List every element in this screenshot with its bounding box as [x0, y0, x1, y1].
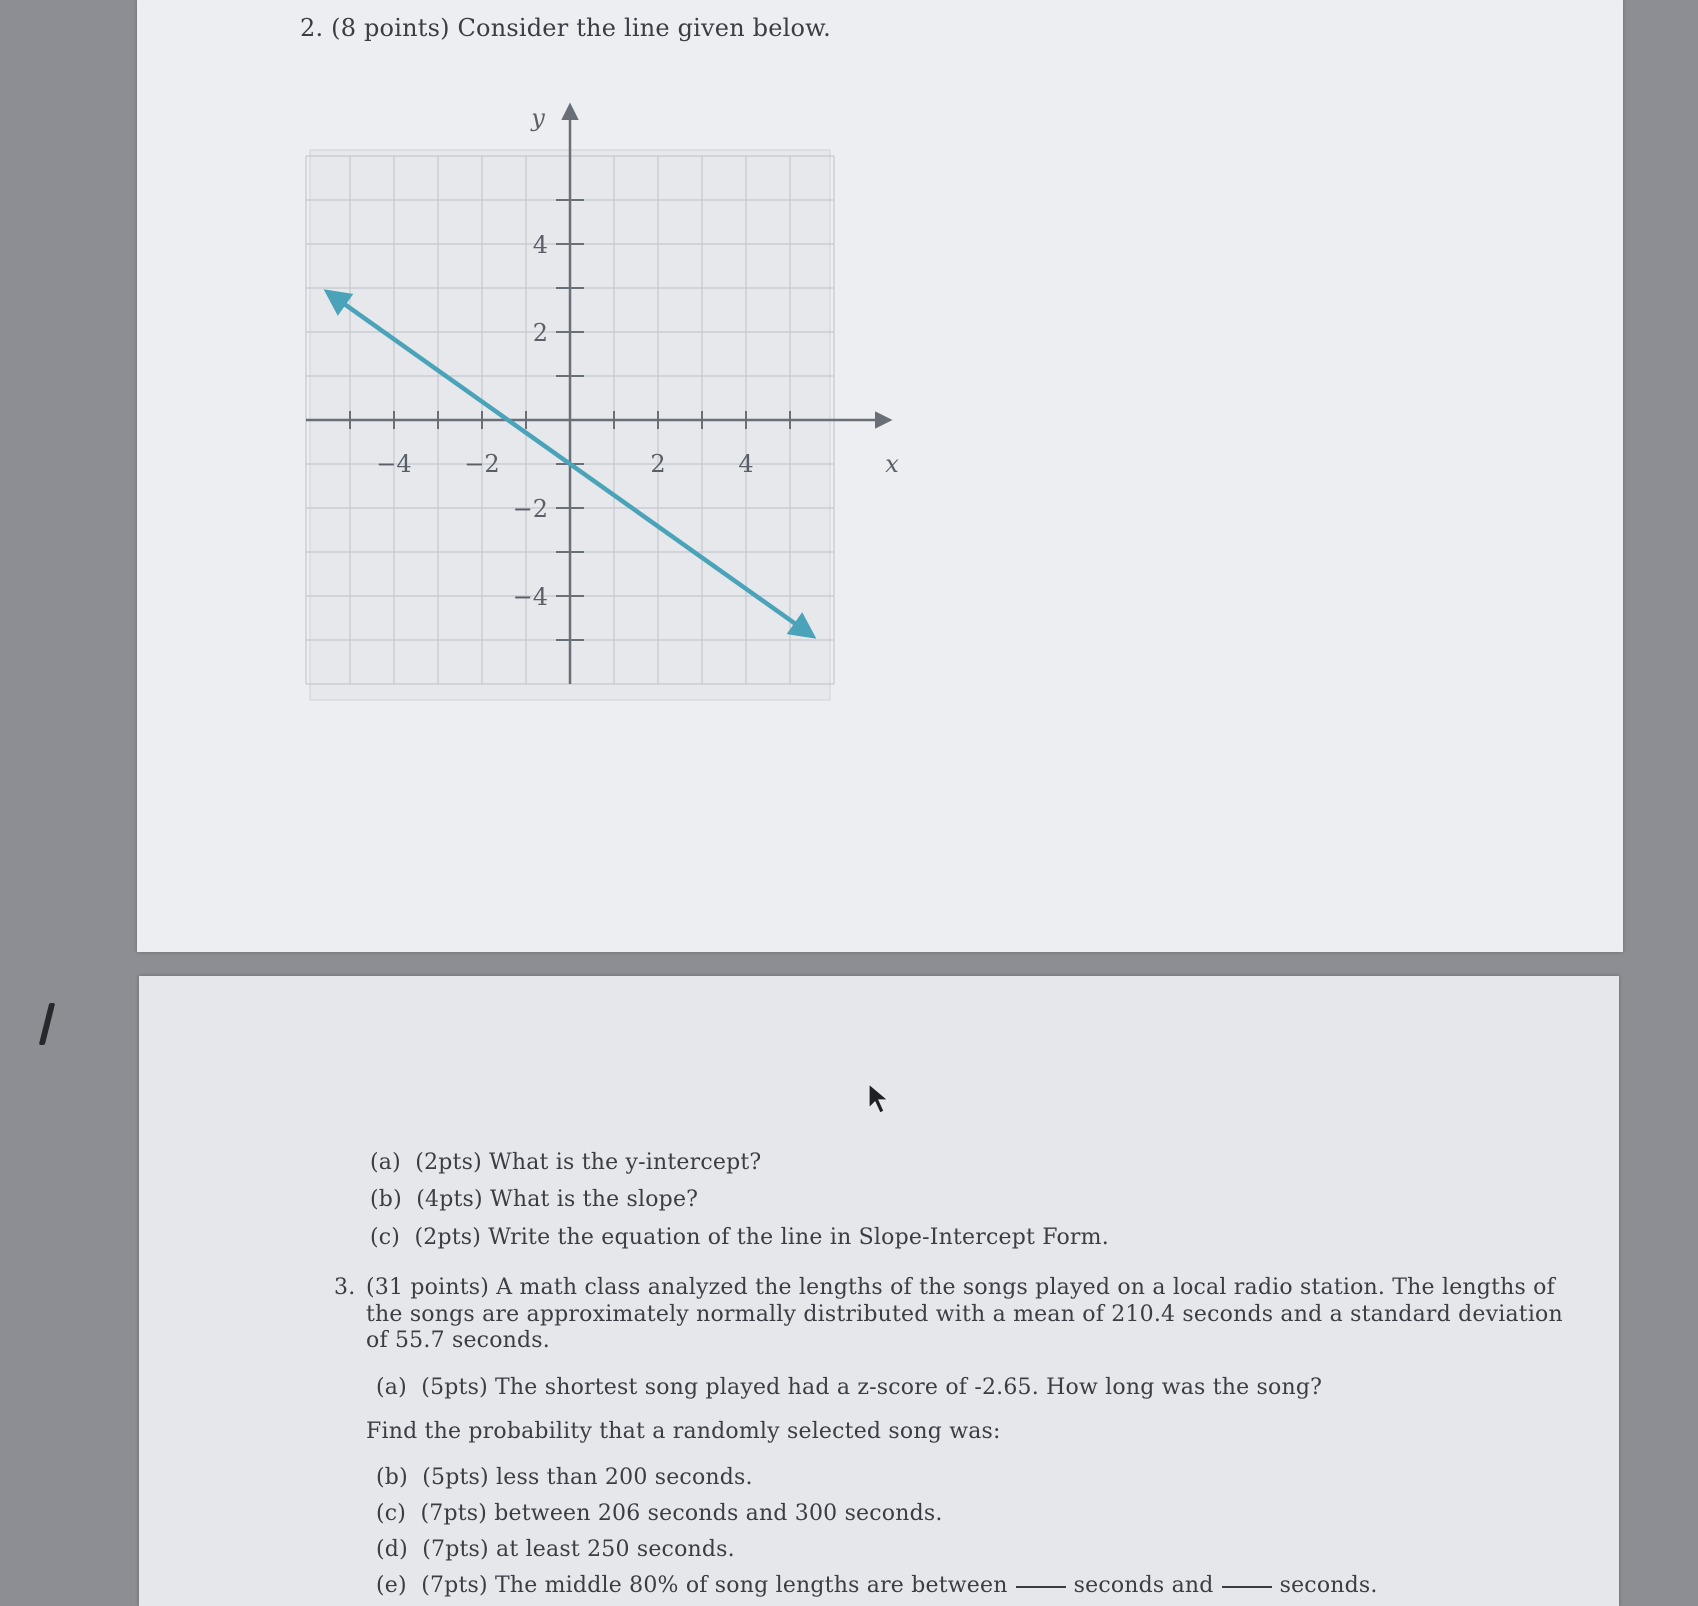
question-3-intro-line-3: of 55.7 seconds. [366, 1328, 550, 1353]
x-tick-label: 4 [738, 450, 754, 478]
question-3-intro-line-1: (31 points) A math class analyzed the lengths of the songs played on a local radio station. The lengths of [366, 1275, 1555, 1300]
q2-part-a: (a) (2pts) What is the y-intercept? [370, 1150, 762, 1175]
answer-blank-1 [1016, 1586, 1066, 1588]
q3-part-b: (b) (5pts) less than 200 seconds. [376, 1465, 753, 1490]
y-tick-label: 4 [532, 231, 548, 259]
y-tick-label: −4 [512, 583, 548, 611]
y-tick-label: 2 [532, 319, 548, 347]
x-tick-label: −2 [464, 450, 500, 478]
x-tick-label: 2 [650, 450, 666, 478]
q3-part-e: (e) (7pts) The middle 80% of song lengths are between seconds and seconds. [376, 1573, 1378, 1598]
answer-blank-2 [1222, 1586, 1272, 1588]
line-graph [300, 95, 899, 725]
question-3-number: 3. [334, 1275, 356, 1300]
q3-probability-prompt: Find the probability that a randomly selected song was: [366, 1419, 1001, 1444]
y-axis-label: y [531, 104, 545, 132]
x-axis-label: x [885, 450, 899, 478]
pen-mark [39, 1003, 55, 1045]
q3-part-a: (a) (5pts) The shortest song played had a z-score of -2.65. How long was the song? [376, 1375, 1323, 1400]
x-tick-label: −4 [376, 450, 412, 478]
question-2-title: 2. (8 points) Consider the line given below. [300, 14, 831, 42]
mouse-cursor-icon [867, 1082, 891, 1116]
q2-part-b: (b) (4pts) What is the slope? [370, 1187, 699, 1212]
y-tick-label: −2 [512, 495, 548, 523]
q3-part-d: (d) (7pts) at least 250 seconds. [376, 1537, 735, 1562]
question-3-intro-line-2: the songs are approximately normally distributed with a mean of 210.4 seconds and a standard deviation [366, 1302, 1563, 1327]
q3-part-c: (c) (7pts) between 206 seconds and 300 seconds. [376, 1501, 943, 1526]
q2-part-c: (c) (2pts) Write the equation of the line in Slope-Intercept Form. [370, 1225, 1109, 1250]
